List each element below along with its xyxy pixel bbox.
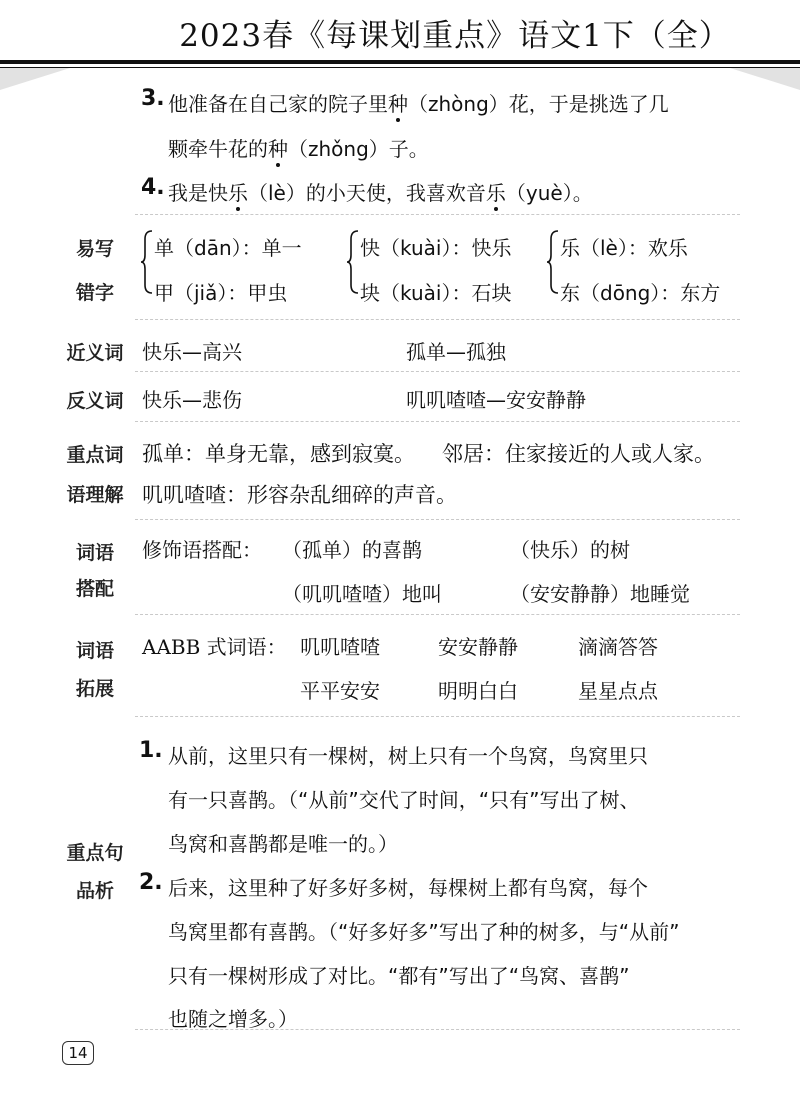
sentence-1-number: 1.	[139, 738, 163, 763]
antonym-pair-2: 叽叽喳喳—安安静静	[406, 388, 586, 412]
collocation-intro: 修饰语搭配：	[142, 538, 262, 562]
easy-wrong-g1-bottom: 甲（jiǎ）：甲虫	[154, 281, 288, 305]
divider	[135, 716, 740, 717]
extension-word: 明明白白	[438, 679, 518, 703]
extension-label-2: 拓展	[75, 678, 114, 700]
header-rule-thick	[0, 60, 800, 64]
key-word-line-2: 叽叽喳喳：形容杂乱细碎的声音。	[142, 483, 457, 507]
extension-word: 平平安安	[300, 679, 380, 703]
key-sentences-label-1: 重点句	[66, 842, 124, 864]
easy-wrong-g3-top: 乐（lè）：欢乐	[560, 236, 688, 260]
page-number: 14	[62, 1041, 94, 1065]
sentence-2-line: 鸟窝里都有喜鹊。（“好多好多”写出了种的树多，与“从前”	[168, 920, 680, 944]
easy-wrong-label-2: 错字	[75, 282, 114, 304]
easy-wrong-g1-top: 单（dān）：单一	[154, 236, 302, 260]
extension-word: 安安静静	[438, 635, 518, 659]
easy-wrong-g3-bottom: 东（dōng）：东方	[560, 281, 721, 305]
easy-wrong-g2-top: 快（kuài）：快乐	[360, 236, 512, 260]
divider	[135, 319, 740, 320]
synonyms-label: 近义词	[66, 342, 124, 364]
key-words-label-1: 重点词	[66, 444, 124, 466]
brace-icon	[140, 229, 154, 295]
extension-word: 叽叽喳喳	[300, 635, 380, 659]
divider	[135, 371, 740, 372]
collocation-label-1: 词语	[75, 542, 114, 564]
collocation-item-1: （孤单）的喜鹊	[282, 538, 422, 562]
collocation-item-3: （叽叽喳喳）地叫	[282, 582, 442, 606]
synonym-pair-1: 快乐—高兴	[142, 340, 242, 364]
divider	[135, 1029, 740, 1030]
key-word-line-1a: 孤单：单身无靠，感到寂寞。	[142, 442, 415, 466]
key-sentences-label-2: 品析	[75, 880, 114, 902]
collocation-item-4: （安安静静）地睡觉	[510, 582, 690, 606]
extension-intro: AABB 式词语：	[142, 635, 287, 659]
brace-icon	[546, 229, 560, 295]
collocation-label-2: 搭配	[75, 578, 114, 600]
brace-icon	[346, 229, 360, 295]
sentence-2-line: 也随之增多。）	[168, 1007, 298, 1031]
antonym-pair-1: 快乐—悲伤	[142, 388, 242, 412]
divider	[135, 519, 740, 520]
extension-label-1: 词语	[75, 640, 114, 662]
divider	[135, 614, 740, 615]
emphasis-char: 种	[268, 137, 288, 161]
divider	[135, 421, 740, 422]
sentence-2-line: 只有一棵树形成了对比。“都有”写出了“鸟窝、喜鹊”	[168, 964, 630, 988]
item-4-line: 我是快乐（lè）的小天使，我喜欢音乐（yuè）。	[168, 181, 593, 205]
emphasis-char: 乐	[485, 181, 506, 205]
key-word-line-1b: 邻居：住家接近的人或人家。	[442, 442, 715, 466]
item-3-number: 3.	[141, 86, 165, 111]
sentence-2-number: 2.	[139, 870, 163, 895]
sentence-1-line: 从前，这里只有一棵树，树上只有一个鸟窝，鸟窝里只	[168, 744, 648, 768]
extension-word: 星星点点	[578, 679, 658, 703]
emphasis-char: 乐	[228, 181, 248, 205]
item-4-number: 4.	[141, 175, 165, 200]
item-3-line-2: 颗牵牛花的种（zhǒng）子。	[168, 137, 429, 161]
easy-wrong-g2-bottom: 块（kuài）：石块	[360, 281, 512, 305]
extension-word: 滴滴答答	[578, 635, 658, 659]
easy-wrong-label-1: 易写	[75, 238, 114, 260]
divider	[135, 214, 740, 215]
sentence-2-line: 后来，这里种了好多好多树，每棵树上都有鸟窝，每个	[168, 876, 648, 900]
item-3-line-1: 他准备在自己家的院子里种（zhòng）花，于是挑选了几	[168, 92, 669, 116]
sentence-1-line: 有一只喜鹊。（“从前”交代了时间，“只有”写出了树、	[168, 788, 640, 812]
page-header-title: 2023春《每课划重点》语文1下（全）	[179, 18, 731, 54]
synonym-pair-2: 孤单—孤独	[406, 340, 506, 364]
key-words-label-2: 语理解	[66, 484, 124, 506]
antonyms-label: 反义词	[66, 390, 124, 412]
emphasis-char: 种	[388, 92, 408, 116]
collocation-item-2: （快乐）的树	[510, 538, 630, 562]
sentence-1-line: 鸟窝和喜鹊都是唯一的。）	[168, 832, 398, 856]
